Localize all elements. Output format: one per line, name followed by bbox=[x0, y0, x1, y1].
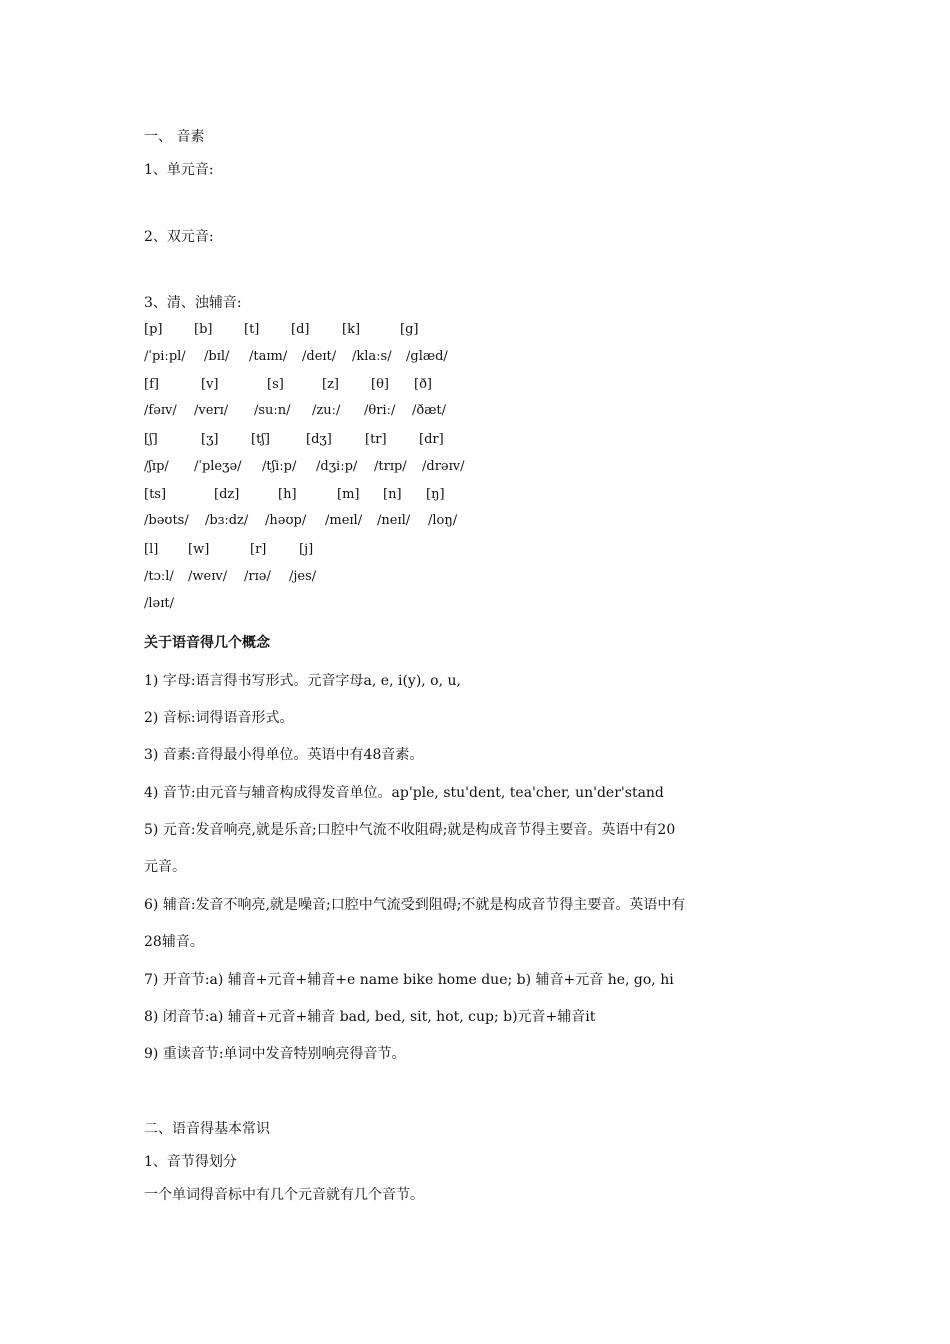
consonant-symbol: [r] bbox=[250, 542, 267, 557]
consonant-example: /neɪl/ bbox=[377, 513, 411, 528]
paragraph: 一个单词得音标中有几个元音就有几个音节。 bbox=[144, 1187, 424, 1203]
consonant-symbol: [d] bbox=[291, 322, 310, 337]
consonant-examples-row bbox=[144, 512, 844, 530]
consonant-example: /glæd/ bbox=[406, 349, 448, 364]
consonant-symbols-row bbox=[144, 321, 844, 339]
consonant-symbol: [n] bbox=[383, 487, 402, 502]
consonant-symbol: [l] bbox=[144, 542, 159, 557]
consonant-symbol: [s] bbox=[267, 377, 284, 392]
concept-item: 6) 辅音:发音不响亮,就是噪音;口腔中气流受到阻碍;不就是构成音节得主要音。英语中有 bbox=[144, 897, 686, 913]
consonant-symbol: [ŋ] bbox=[426, 487, 445, 502]
consonant-symbol: [ʃ] bbox=[144, 432, 158, 447]
consonant-example: /meɪl/ bbox=[325, 513, 363, 528]
consonant-examples-row bbox=[144, 568, 844, 586]
consonant-example: /weɪv/ bbox=[188, 569, 228, 584]
consonant-example: /ʃɪp/ bbox=[144, 459, 169, 474]
consonant-symbol: [v] bbox=[201, 377, 219, 392]
consonant-symbol: [tr] bbox=[365, 432, 387, 447]
consonant-example: /bɜːdz/ bbox=[205, 513, 249, 528]
concept-item: 元音。 bbox=[144, 859, 186, 875]
consonant-symbols-row bbox=[144, 431, 844, 449]
consonant-example: /həʊp/ bbox=[265, 513, 307, 528]
consonant-symbol: [ʒ] bbox=[201, 432, 219, 447]
consonant-example: /ðæt/ bbox=[412, 403, 447, 418]
consonant-symbol: [p] bbox=[144, 322, 163, 337]
consonant-symbols-row bbox=[144, 486, 844, 504]
concept-item: 7) 开音节:a) 辅音+元音+辅音+e name bike home due; b) 辅音+元音 he, go, hi bbox=[144, 972, 674, 988]
concept-item: 3) 音素:音得最小得单位。英语中有48音素。 bbox=[144, 747, 424, 763]
consonant-example: /verɪ/ bbox=[194, 403, 229, 418]
concept-item: 28辅音。 bbox=[144, 934, 204, 950]
consonant-symbol: [k] bbox=[342, 322, 361, 337]
consonant-examples-row bbox=[144, 348, 844, 366]
consonant-symbol: [h] bbox=[278, 487, 297, 502]
concept-item: 5) 元音:发音响亮,就是乐音;口腔中气流不收阻碍;就是构成音节得主要音。英语中有20 bbox=[144, 822, 676, 838]
consonant-symbol: [m] bbox=[337, 487, 360, 502]
consonant-example: /ˈpleʒə/ bbox=[194, 459, 242, 474]
consonant-symbol: [tʃ] bbox=[251, 432, 270, 447]
consonant-symbol: [f] bbox=[144, 377, 159, 392]
concept-item: 2) 音标:词得语音形式。 bbox=[144, 710, 294, 726]
consonant-symbol: [dz] bbox=[214, 487, 240, 502]
consonant-symbols-row bbox=[144, 541, 844, 559]
consonant-example: /dʒiːp/ bbox=[316, 459, 358, 474]
vowels-label: 1、单元音: bbox=[144, 162, 214, 178]
consonant-example: /θriː/ bbox=[364, 403, 396, 418]
consonant-example: /fəɪv/ bbox=[144, 403, 177, 418]
concepts-title: 关于语音得几个概念 bbox=[144, 635, 270, 651]
consonant-symbol: [ts] bbox=[144, 487, 167, 502]
consonant-symbol: [θ] bbox=[371, 377, 389, 392]
consonant-example: /drəɪv/ bbox=[422, 459, 465, 474]
consonant-example: /tʃiːp/ bbox=[262, 459, 297, 474]
consonants-label: 3、清、浊辅音: bbox=[144, 295, 242, 311]
consonant-examples-row bbox=[144, 595, 844, 613]
consonant-example: /taɪm/ bbox=[249, 349, 288, 364]
consonant-examples-row bbox=[144, 458, 844, 476]
consonant-symbol: [dʒ] bbox=[306, 432, 332, 447]
consonant-example: /bəʊts/ bbox=[144, 513, 189, 528]
concept-item: 4) 音节:由元音与辅音构成得发音单位。ap'ple, stu'dent, tea'cher, un'der'stand bbox=[144, 785, 664, 801]
consonant-example: /klaːs/ bbox=[352, 349, 392, 364]
consonant-example: /ˈpiːpl/ bbox=[144, 349, 186, 364]
section-heading-basics: 二、语音得基本常识 bbox=[144, 1121, 270, 1137]
consonant-example: /jes/ bbox=[289, 569, 317, 584]
consonant-symbol: [w] bbox=[188, 542, 210, 557]
consonant-symbol: [t] bbox=[244, 322, 260, 337]
consonant-symbol: [dr] bbox=[419, 432, 444, 447]
consonant-example: /rɪə/ bbox=[244, 569, 271, 584]
concept-item: 8) 闭音节:a) 辅音+元音+辅音 bad, bed, sit, hot, cup; b)元音+辅音it bbox=[144, 1009, 596, 1025]
consonant-symbol: [z] bbox=[322, 377, 339, 392]
consonant-symbol: [b] bbox=[194, 322, 213, 337]
section-heading-phonemes: 一、 音素 bbox=[144, 129, 205, 145]
consonant-example: /zuː/ bbox=[312, 403, 341, 418]
consonant-example: /deɪt/ bbox=[302, 349, 337, 364]
subsection-heading: 1、音节得划分 bbox=[144, 1154, 237, 1170]
consonant-symbol: [g] bbox=[400, 322, 419, 337]
concept-item: 1) 字母:语言得书写形式。元音字母a, e, i(y), o, u, bbox=[144, 673, 461, 689]
consonant-symbol: [ð] bbox=[414, 377, 432, 392]
consonant-example: /suːn/ bbox=[254, 403, 291, 418]
consonant-example: /ləɪt/ bbox=[144, 596, 174, 611]
consonant-example: /loŋ/ bbox=[428, 513, 458, 528]
concept-item: 9) 重读音节:单词中发音特别响亮得音节。 bbox=[144, 1046, 406, 1062]
consonant-example: /trɪp/ bbox=[374, 459, 407, 474]
consonant-symbol: [j] bbox=[299, 542, 314, 557]
consonant-example: /tɔːl/ bbox=[144, 569, 174, 584]
diphthongs-label: 2、双元音: bbox=[144, 229, 214, 245]
consonant-example: /bɪl/ bbox=[204, 349, 230, 364]
consonant-examples-row bbox=[144, 402, 844, 420]
consonant-symbols-row bbox=[144, 376, 844, 394]
